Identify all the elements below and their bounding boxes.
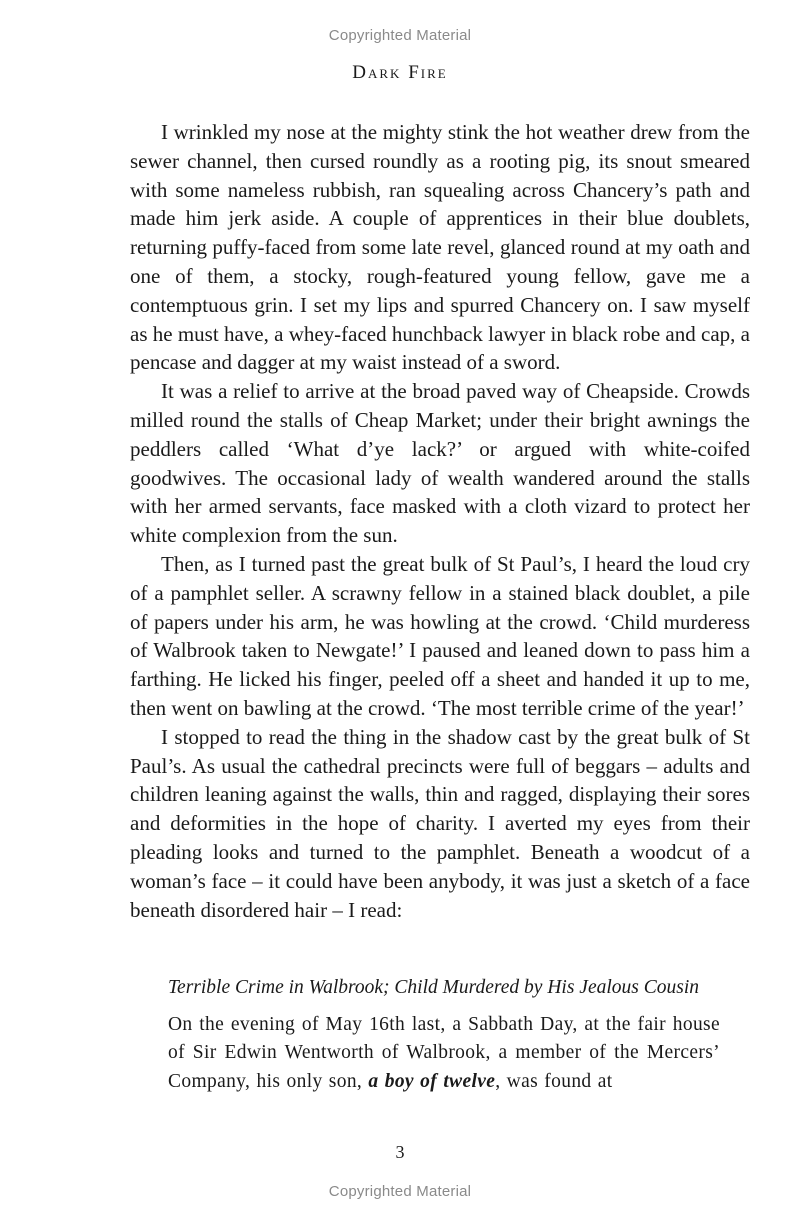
paragraph-2: It was a relief to arrive at the broad paved way of Cheapside. Crowds milled round the stalls of Cheap Market; under their bright awnings the peddlers called ‘What d’ye lack?’ or argued with white-coifed goodwives. The occasional lady of wealth wandered around the stalls with her armed servants, face masked with a cloth vizard to protect her white complexion from the sun. bbox=[130, 379, 750, 548]
page-number: 3 bbox=[395, 1142, 405, 1162]
pamphlet-extract bbox=[168, 974, 720, 1096]
pamphlet-body bbox=[168, 1011, 720, 1097]
pamphlet-emphasis: a boy of twelve bbox=[368, 1070, 496, 1092]
paragraph-1: I wrinkled my nose at the mighty stink the hot weather drew from the sewer channel, then cursed roundly as a rooting pig, its snout smeared with some nameless rubbish, ran squealing across Chancery’s path and made him jerk aside. A couple of apprentices in their blue doublets, returning puffy-faced from some late revel, glanced round at my oath and one of them, a stocky, rough-featured young fellow, gave me a contemptuous grin. I set my lips and spurred Chancery on. I saw myself as he must have, a whey-faced hunchback lawyer in black robe and cap, a pencase and dagger at my waist instead of a sword. bbox=[130, 120, 750, 375]
paragraph-3: Then, as I turned past the great bulk of St Paul’s, I heard the loud cry of a pamphlet seller. A scrawny fellow in a stained black doublet, a pile of papers under his arm, he was howling at the crowd. ‘Child murderess of Walbrook taken to Newgate!’ I paused and leaned down to pass him a farthing. He licked his finger, peeled off a sheet and handed it up to me, then went on bawling at the crowd. ‘The most terrible crime of the year!’ bbox=[130, 551, 750, 720]
pamphlet-body-end: , was found at bbox=[495, 1070, 613, 1092]
body-text bbox=[130, 118, 750, 924]
copyright-watermark-bottom: Copyrighted Material bbox=[328, 1183, 472, 1200]
pamphlet-headline: Terrible Crime in Walbrook; Child Murdered by His Jealous Cousin bbox=[168, 977, 700, 998]
paragraph-4: I stopped to read the thing in the shadow cast by the great bulk of St Paul’s. As usual the cathedral precincts were full of beggars – adults and children leaning against the walls, thin and ragged, displaying their sores and deformities in the hope of charity. I averted my eyes from their pleading looks and turned to the pamphlet. Beneath a woodcut of a woman’s face – it could have been anybody, it was just a sketch of a face beneath disordered hair – I read: bbox=[130, 724, 750, 922]
pamphlet-body-start: On the evening of May 16th last, a Sabbath Day, at the fair house of Sir Edwin Wentworth of Walbrook, a member of the Mercers’ Company, his only son, bbox=[168, 1013, 720, 1092]
running-head: Dark Fire bbox=[352, 62, 448, 83]
copyright-watermark-top: Copyrighted Material bbox=[328, 27, 472, 44]
